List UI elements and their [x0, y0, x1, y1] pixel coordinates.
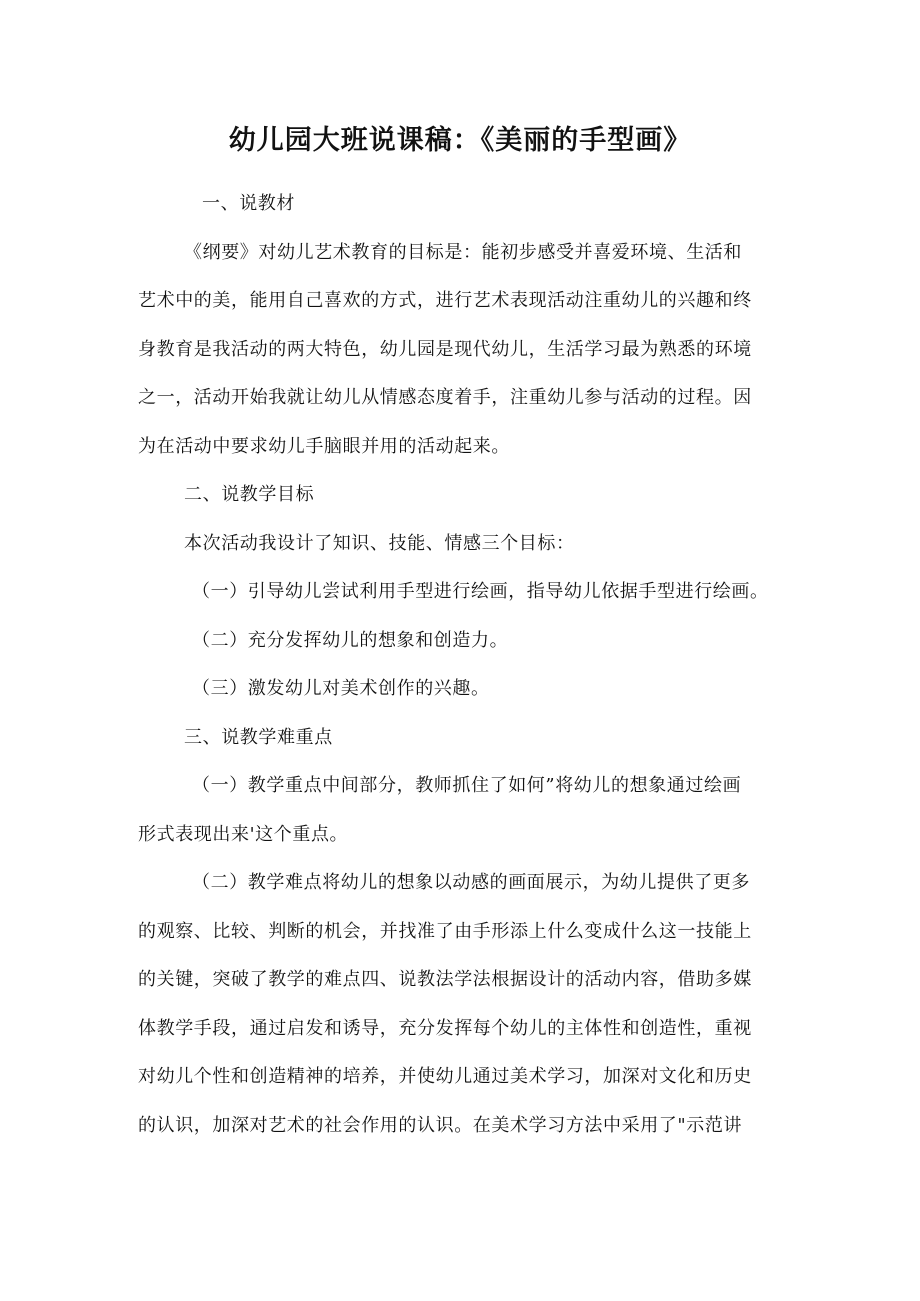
paragraph-line: 形式表现出来'这个重点。 — [138, 823, 349, 845]
paragraph-line: 的观察、比较、判断的机会，并找准了由手形添上什么变成什么这一技能上 — [138, 920, 752, 942]
paragraph-line: 本次活动我设计了知识、技能、情感三个目标： — [184, 532, 575, 554]
paragraph-line: 为在活动中要求幼儿手脑眼并用的活动起来。 — [138, 435, 510, 457]
section-heading-keypoints: 三、说教学难重点 — [184, 726, 333, 748]
paragraph-line: 《纲要》对幼儿艺术教育的目标是：能初步感受并喜爱环境、生活和 — [184, 241, 742, 263]
paragraph-line: 身教育是我活动的两大特色，幼儿园是现代幼儿，生活学习最为熟悉的环境 — [138, 338, 752, 360]
paragraph-line: 对幼儿个性和创造精神的培养，并使幼儿通过美术学习，加深对文化和历史 — [138, 1066, 752, 1087]
document-body — [138, 180, 798, 1150]
list-item: （三）激发幼儿对美术创作的兴趣。 — [192, 678, 490, 699]
paragraph-line: 之一，活动开始我就让幼儿从情感态度着手，注重幼儿参与活动的过程。因 — [138, 387, 752, 408]
section-heading-goals: 二、说教学目标 — [184, 484, 315, 505]
paragraph-line: 体教学手段，通过启发和诱导，充分发挥每个幼儿的主体性和创造性，重视 — [138, 1017, 752, 1039]
section-heading-textbook: 一、说教材 — [202, 193, 295, 214]
list-item: （二）充分发挥幼儿的想象和创造力。 — [192, 629, 509, 651]
paragraph-line: 艺术中的美，能用自己喜欢的方式，进行艺术表现活动注重幼儿的兴趣和终 — [138, 290, 752, 311]
list-item: （一）引导幼儿尝试利用手型进行绘画，指导幼儿依据手型进行绘画。 — [192, 581, 769, 602]
paragraph-line: 的认识，加深对艺术的社会作用的认识。在美术学习方法中采用了"示范讲 — [138, 1114, 743, 1136]
document-title: 幼儿园大班说课稿：《美丽的手型画》 — [228, 125, 692, 156]
paragraph-line: （一）教学重点中间部分，教师抓住了如何”将幼儿的想象通过绘画 — [192, 775, 742, 796]
paragraph-line: （二）教学难点将幼儿的想象以动感的画面展示，为幼儿提供了更多 — [192, 872, 750, 893]
paragraph-line: 的关键，突破了教学的难点四、说教法学法根据设计的活动内容，借助多媒 — [138, 969, 752, 990]
